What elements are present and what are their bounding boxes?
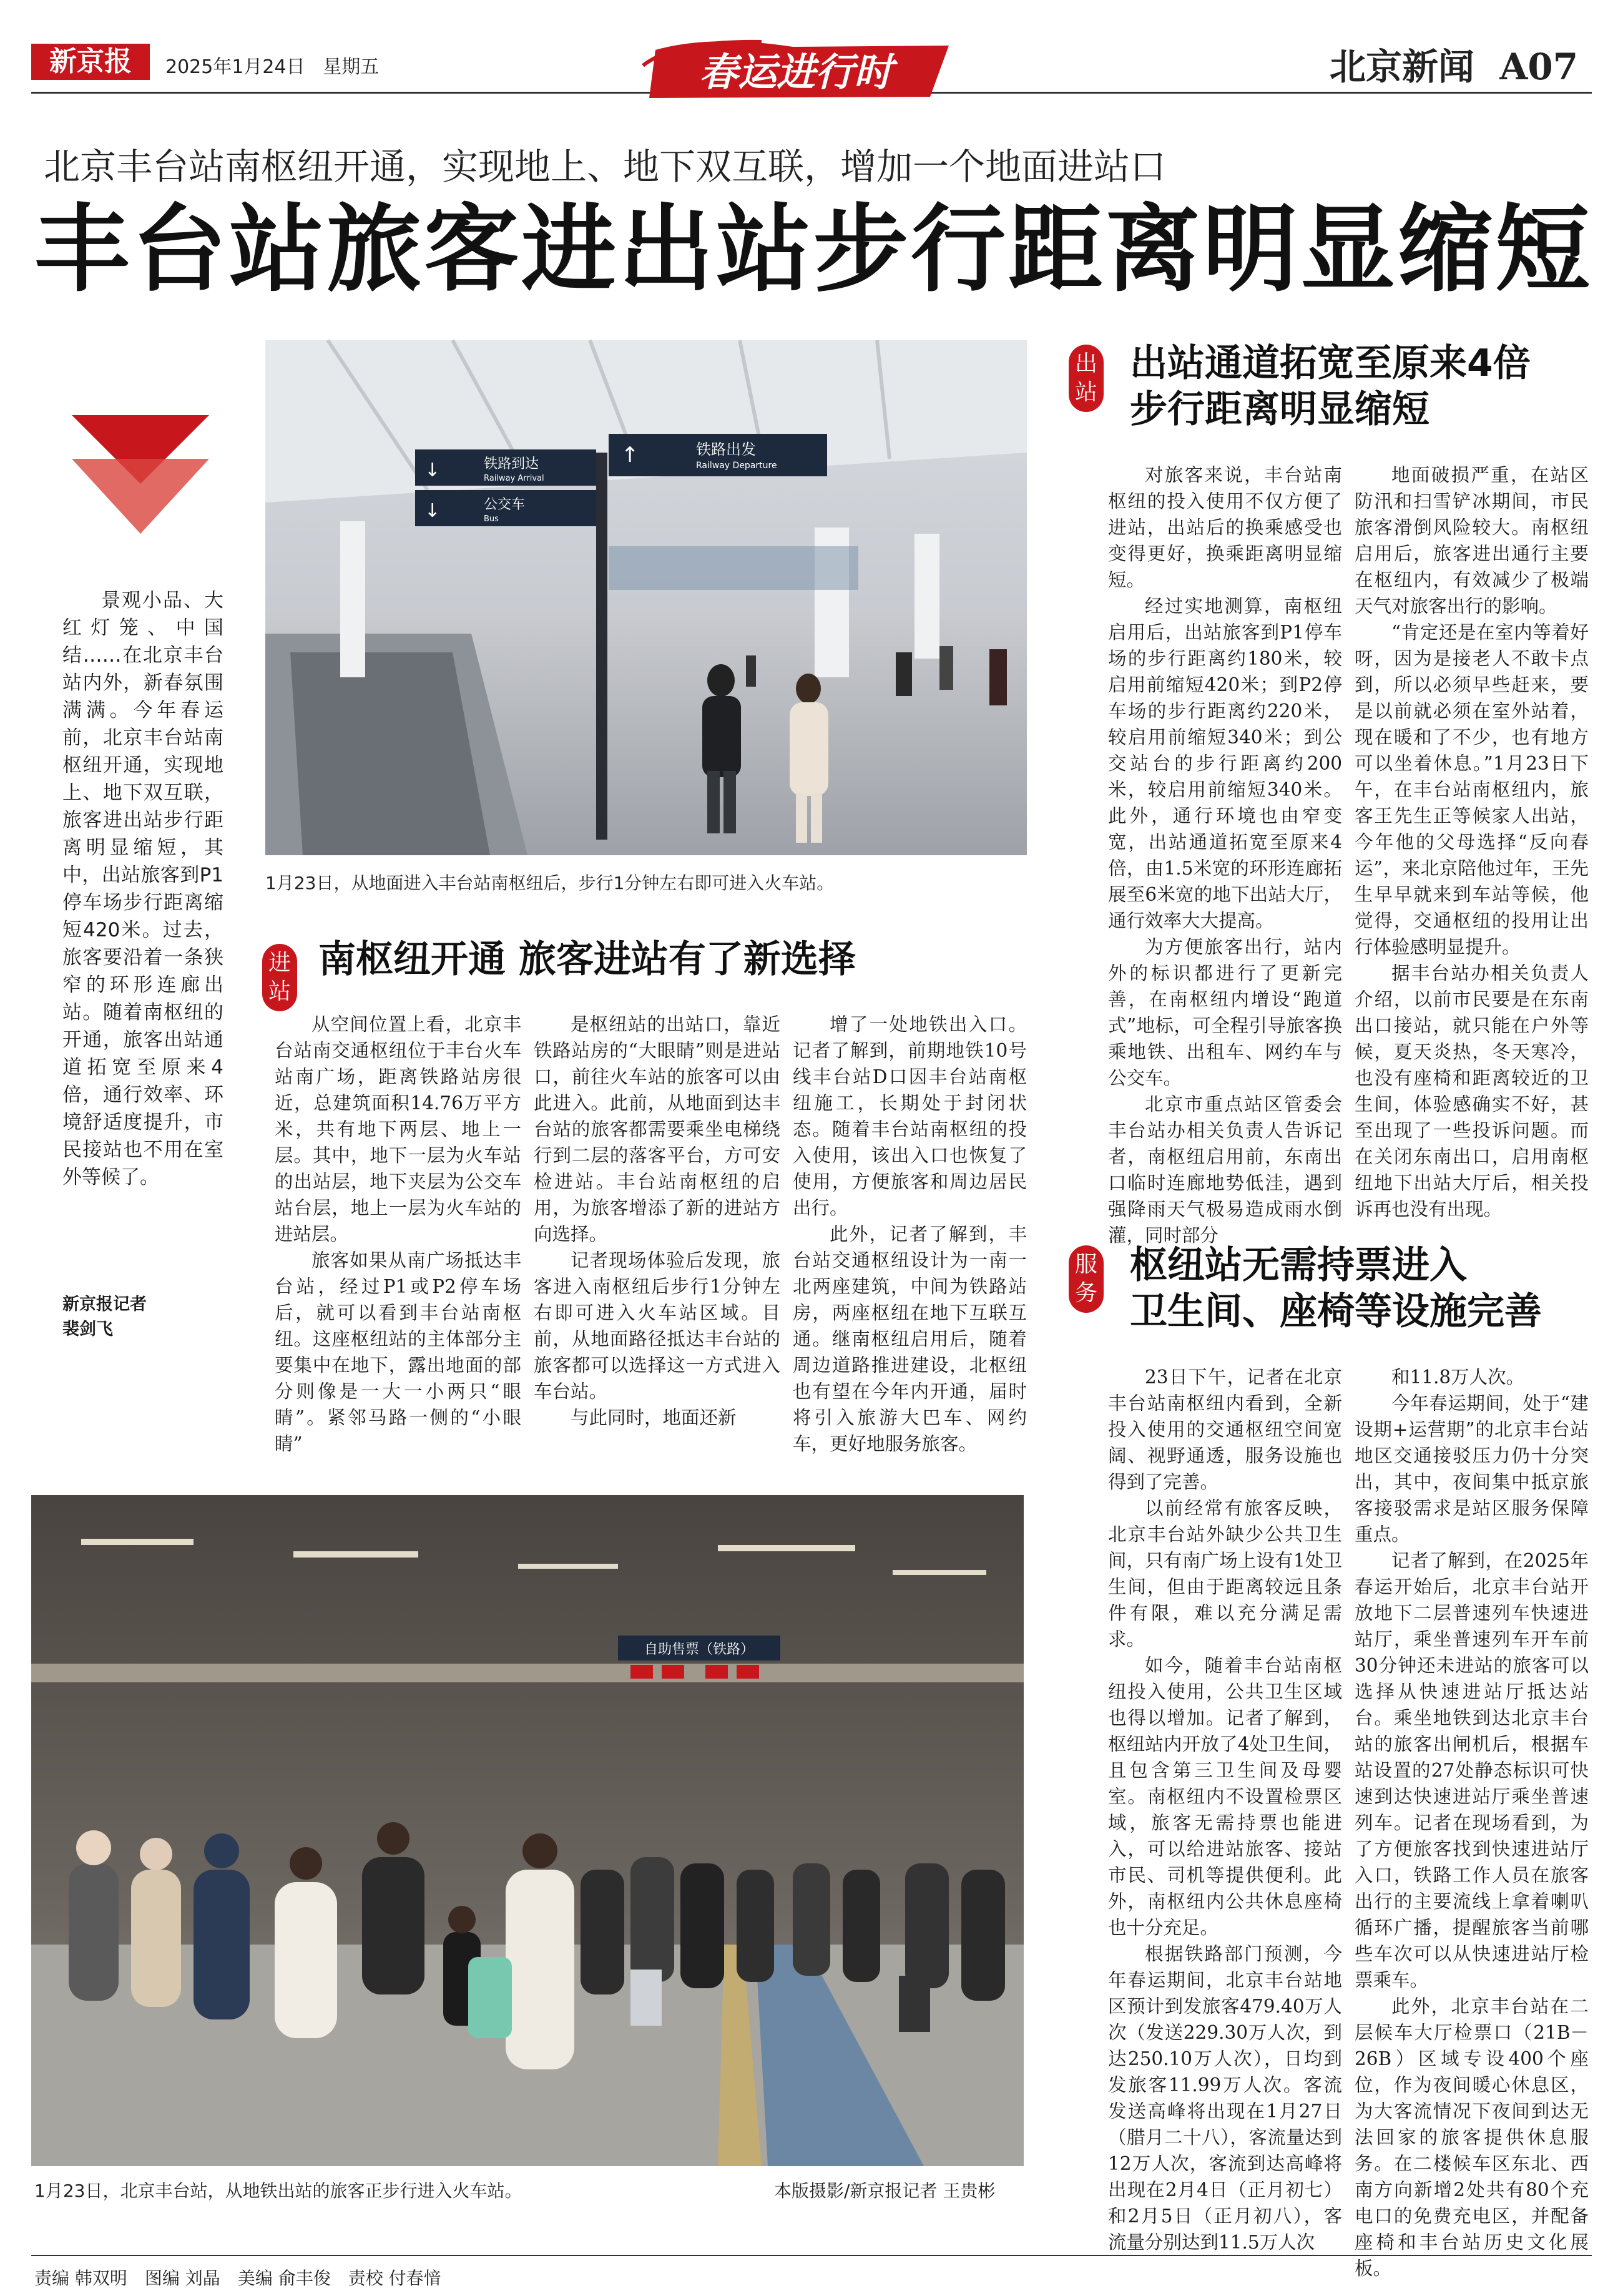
paragraph: 记者现场体验后发现，旅客进入南枢纽后步行1分钟左右即可进入火车站区域。目前，从地面路径抵达丰台站的旅客都可以选择这一方式进入车台站。 <box>534 1250 780 1402</box>
paragraph: 如今，随着丰台站南枢纽投入使用，公共卫生区域也得以增加。记者了解到，枢纽站内开放了4处卫生间，且包含第三卫生间及母婴室。南枢纽内不设置检票区域，旅客无需持票也能进入，可以给进站旅客、接站市民、司机等提供便利。此外，南枢纽内公共休息座椅也十分充足。 <box>1108 1655 1342 1938</box>
reporter-byline <box>62 1292 147 1342</box>
paragraph: 经过实地测算，南枢纽启用后，出站旅客到P1停车场的步行距离约180米，较启用前缩短420米；到P2停车场的步行距离约220米，较启用前缩短340米；到公交站台的步行距离约200米，较启用前缩短340米。此外，通行环境也由窄变宽，出站通道拓宽至原来4倍，由1.5米宽的环形连廊拓展至6米宽的地下出站大厅，通行效率大大提高。 <box>1108 596 1342 931</box>
editor-credits: 责编 韩双明 图编 刘晶 美编 俞丰俊 责校 付春愔 <box>34 2268 441 2289</box>
banner-text: 春运进行时 <box>699 49 893 95</box>
section-label <box>1330 37 1578 90</box>
tag-text: 出站 <box>1075 351 1098 405</box>
tag-fuwu <box>1069 1245 1104 1313</box>
section-in-heading: 南枢纽开通 旅客进站有了新选择 <box>318 938 856 981</box>
section-service-column-1 <box>1108 1364 1342 2253</box>
photo2-caption: 1月23日，北京丰台站，从地铁出站的旅客正步行进入火车站。 <box>34 2181 522 2201</box>
heading-line: 出站通道拓宽至原来4倍 <box>1130 341 1531 385</box>
section-in-column-2 <box>534 1011 780 1473</box>
paragraph: 以前经常有旅客反映，北京丰台站外缺少公共卫生间，只有南广场上设有1处卫生间，但由于距离较远且条件有限，难以充分满足需求。 <box>1108 1498 1342 1650</box>
paragraph: 对旅客来说，丰台站南枢纽的投入使用不仅方便了进站，出站后的换乘感受也变得更好，换乘距离明显缩短。 <box>1108 464 1342 591</box>
section-in-column-3 <box>793 1011 1027 1473</box>
section-name: 北京新闻 <box>1330 46 1475 88</box>
paragraph: 是枢纽站的出站口，靠近铁路站房的“大眼睛”则是进站口，前往火车站的旅客可以由此进入。此前，从地面到达丰台站的旅客都需要乘坐电梯绕行到二层的落客平台，方可安检进站。丰台站南枢纽的启用，为旅客增添了新的进站方向选择。 <box>534 1014 780 1245</box>
sign-arrival-text: 铁路到达 <box>484 456 539 472</box>
footer-divider <box>31 2255 1592 2256</box>
section-out-column-2 <box>1355 462 1589 1220</box>
paragraph: 此外，记者了解到，丰台站交通枢纽设计为一南一北两座建筑，中间为铁路站房，两座枢纽在地下互联互通。继南枢纽启用后，随着周边道路推进建设，北枢纽也有望在今年内开通，届时将引入旅游大巴车、网约车，更好地服务旅客。 <box>793 1224 1027 1455</box>
paragraph: 和11.8万人次。 <box>1391 1366 1525 1388</box>
section-out-column-1 <box>1108 462 1342 1246</box>
subway-exit-crowd-photo <box>31 1495 1024 2166</box>
issue-date <box>165 51 379 79</box>
station-hall-photo <box>265 340 1027 855</box>
masthead-logo: 新京报 <box>31 44 150 80</box>
lead-text: 景观小品、大红灯笼、中国结……在北京丰台站内外，新春氛围满满。今年春运前，北京丰台站南枢纽开通，实现地上、地下双互联，旅客进出站步行距离明显缩短，其中，出站旅客到P1停车场步行距离缩短420米。过去，旅客要沿着一条狭窄的环形连廊出站。随着南枢纽的开通，旅客出站通道拓宽至原来4倍，通行效率、环境舒适度提升，市民接站也不用在室外等候了。 <box>62 589 223 1189</box>
sign-arrival-en: Railway Arrival <box>484 474 544 483</box>
article-title: 丰台站旅客进出站步行距离明显缩短 <box>34 194 1592 305</box>
heading-line: 卫生间、座椅等设施完善 <box>1130 1290 1542 1333</box>
paragraph: 旅客如果从南广场抵达丰台站，经过P1或P2停车场后，就可以看到丰台站南枢纽。这座枢纽站的主体部分主要集中在地下，露出地面的部分则像是一大一小两只“眼睛”。紧邻马路一侧的“小眼睛” <box>275 1250 521 1455</box>
sign-bus-en: Bus <box>484 514 499 524</box>
paragraph: 为方便旅客出行，站内外的标识都进行了更新完善，在南枢纽内增设“跑道式”地标，可全程引导旅客换乘地铁、出租车、网约车与公交车。 <box>1108 936 1342 1089</box>
paragraph: “肯定还是在室内等着好呀，因为是接老人不敢卡点到，所以必须早些赶来，要是以前就必须在室外站着，现在暖和了不少，也有地方可以坐着休息。”1月23日下午，在丰台站南枢纽内，旅客王先生正等候家人出站，今年他的父母选择“反向春运”，来北京陪他过年，王先生早早就来到车站等候，他觉得，交通枢纽的投用让出行体验感明显提升。 <box>1355 622 1589 958</box>
photo-credit: 本版摄影/新京报记者 王贵彬 <box>774 2181 996 2201</box>
tag-chuzhan <box>1069 345 1104 412</box>
ticket-sign-text: 自助售票（铁路） <box>644 1642 755 1657</box>
reporter-name: 裴剑飞 <box>62 1320 113 1339</box>
weekday-text: 星期五 <box>323 56 380 78</box>
direction-sign-right <box>609 434 827 476</box>
paragraph: 北京市重点站区管委会丰台站办相关负责人告诉记者，南枢纽启用前，东南出口临时连廊地势低洼，遇到强降雨天气极易造成雨水倒灌，同时部分 <box>1108 1094 1342 1246</box>
paragraph: 与此同时，地面还新 <box>571 1407 737 1428</box>
decorative-triangles <box>66 409 215 540</box>
paragraph: 23日下午，记者在北京丰台站南枢纽内看到，全新投入使用的交通枢纽空间宽阔、视野通透，服务设施也得到了完善。 <box>1108 1366 1342 1493</box>
svg-text:↓: ↓ <box>424 500 441 522</box>
paragraph: 今年春运期间，处于“建设期+运营期”的北京丰台站地区交通接驳压力仍十分突出，其中，夜间集中抵京旅客接驳需求是站区服务保障重点。 <box>1355 1393 1589 1545</box>
section-in-column-1 <box>275 1011 521 1473</box>
heading-line: 步行距离明显缩短 <box>1130 388 1429 431</box>
page-number: A07 <box>1499 46 1579 88</box>
paragraph: 从空间位置上看，北京丰台站南交通枢纽位于丰台火车站南广场，距离铁路站房很近，总建筑面积14.76万平方米，共有地下两层、地上一层。其中，地下一层为火车站的出站层，地下夹层为公交车站台层，地上一层为火车站的进站层。 <box>275 1014 521 1245</box>
reporter-label: 新京报记者 <box>62 1295 147 1314</box>
sign-bus-text: 公交车 <box>484 497 526 513</box>
section-service-heading <box>1130 1242 1542 1335</box>
section-service-column-2 <box>1355 1364 1589 2279</box>
tag-text: 服务 <box>1075 1252 1098 1306</box>
photo1-caption: 1月23日，从地面进入丰台站南枢纽后，步行1分钟左右即可进入火车站。 <box>265 873 835 893</box>
svg-text:↑: ↑ <box>621 443 639 468</box>
article-subtitle: 北京丰台站南枢纽开通，实现地上、地下双互联，增加一个地面进站口 <box>44 145 1167 188</box>
heading-line: 枢纽站无需持票进入 <box>1130 1244 1467 1287</box>
svg-text:↓: ↓ <box>424 459 441 481</box>
chunyun-banner <box>637 28 961 109</box>
paragraph: 此外，北京丰台站在二层候车大厅检票口（21B－26B）区域专设400个座位，作为夜间暖心休息区，为大客流情况下夜间到达无法回家的旅客提供休息服务。在二楼候车区东北、西南方向新增2处共有80个充电口的免费充电区，并配备座椅和丰台站历史文化展板。 <box>1355 1996 1589 2279</box>
tag-jinzhan <box>262 944 297 1011</box>
paragraph: 记者了解到，在2025年春运开始后，北京丰台站开放地下二层普速列车快速进站厅，乘坐普速列车开车前30分钟还未进站的旅客可以选择从快速进站厅抵达站台。乘坐地铁到达北京丰台站的旅客出闸机后，根据车站设置的27处静态标识可快速到达快速进站厅乘坐普速列车。记者在现场看到，为了方便旅客找到快速进站厅入口，铁路工作人员在旅客出行的主要流线上拿着喇叭循环广播，提醒旅客当前哪些车次可以从快速进站厅检票乘车。 <box>1355 1550 1589 1991</box>
date-text: 2025年1月24日 <box>165 56 305 78</box>
lead-paragraph <box>62 587 223 1191</box>
tag-text: 进站 <box>268 950 292 1004</box>
sign-departure-en: Railway Departure <box>696 461 777 471</box>
paragraph: 增了一处地铁出入口。记者了解到，前期地铁10号线丰台站D口因丰台站南枢纽施工，长期处于封闭状态。随着丰台站南枢纽的投入使用，该出入口也恢复了使用，方便旅客和周边居民出行。 <box>793 1014 1027 1219</box>
paragraph: 根据铁路部门预测，今年春运期间，北京丰台站地区预计到发旅客479.40万人次（发送229.30万人次，到达250.10万人次），日均到发旅客11.99万人次。客流发送高峰将出现在1月27日（腊月二十八），客流量达到12万人次，客流到达高峰将出现在2月4日（正月初七）和2月5日（正月初八），客流量分别达到11.5万人次 <box>1108 1943 1342 2253</box>
section-out-heading <box>1130 340 1531 433</box>
paragraph: 地面破损严重，在站区防汛和扫雪铲冰期间，市民旅客滑倒风险较大。南枢纽启用后，旅客进出通行主要在枢纽内，有效减少了极端天气对旅客出行的影响。 <box>1355 464 1589 617</box>
paragraph: 据丰台站办相关负责人介绍，以前市民要是在东南出口接站，就只能在户外等候，夏天炎热，冬天寒冷，也没有座椅和距离较近的卫生间，体验感确实不好，甚至出现了一些投诉问题。而在关闭东南出口，启用南枢纽地下出站大厅后，相关投诉再也没有出现。 <box>1355 963 1589 1220</box>
sign-departure-text: 铁路出发 <box>696 441 756 458</box>
